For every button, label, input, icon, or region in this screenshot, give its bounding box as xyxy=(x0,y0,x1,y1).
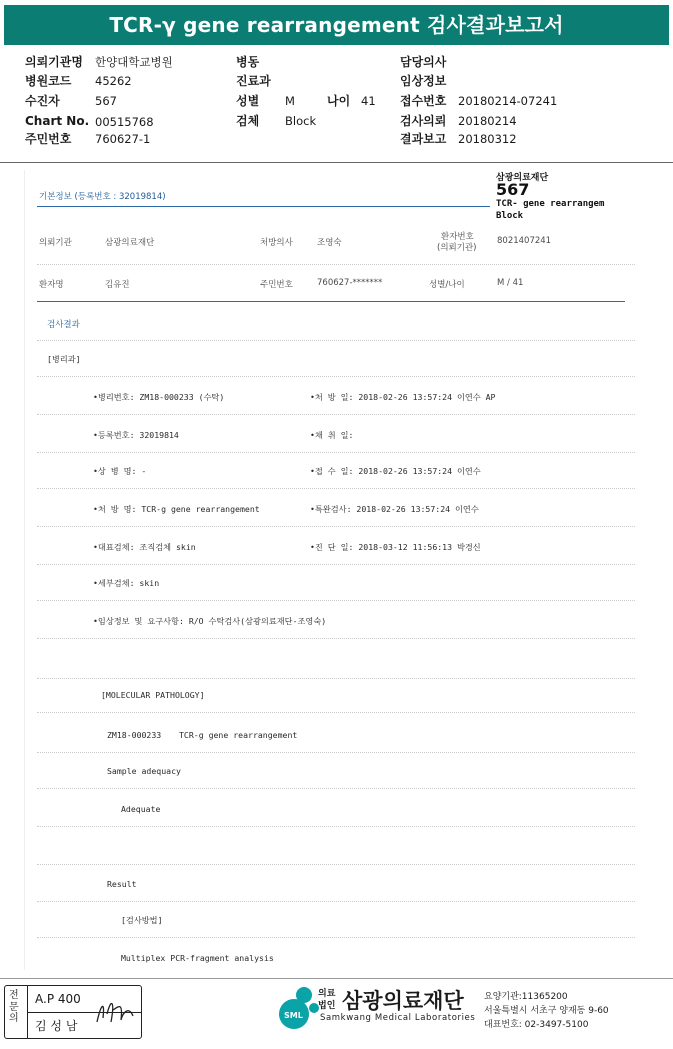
results-heading: 검사결과 xyxy=(47,320,80,330)
clinical-label: 임상정보 xyxy=(400,74,447,88)
method-value: Multiplex PCR-fragment analysis xyxy=(121,953,274,963)
rrn-value: 760627-1 xyxy=(95,132,151,146)
row-divider xyxy=(37,600,635,601)
scan-rrn-value: 760627-******* xyxy=(317,278,383,288)
adequacy-label: Sample adequacy xyxy=(107,766,181,776)
care-number: 요양기관:11365200 xyxy=(484,992,568,1002)
stamp-number: 567 xyxy=(496,180,530,199)
row-divider xyxy=(37,264,635,265)
row-divider xyxy=(37,712,635,713)
specimen-label: 검체 xyxy=(236,114,260,128)
specimen-value: Block xyxy=(285,114,317,128)
collection-date: •채 취 일: xyxy=(310,430,354,440)
report-label: 결과보고 xyxy=(400,132,447,146)
org-phone: 대표번호: 02-3497-5100 xyxy=(484,1020,589,1030)
logo-abbr: SML xyxy=(284,1011,303,1020)
diagnosis-date: •진 단 일: 2018-03-12 11:56:13 박경신 xyxy=(310,542,481,552)
path-number: •병리번호: ZM18-000233 (수탁) xyxy=(93,392,225,402)
basic-info-underline xyxy=(37,206,497,207)
footer-divider xyxy=(0,978,673,979)
row-divider xyxy=(37,901,635,902)
row-divider xyxy=(37,937,635,938)
pathologist-name: 김 성 남 xyxy=(35,1019,78,1033)
req-org-label: 의뢰기관 xyxy=(39,238,72,248)
request-value: 20180214 xyxy=(458,114,517,128)
sex-value: M xyxy=(285,94,295,108)
order-name: •처 방 명: TCR-g gene rearrangement xyxy=(93,504,260,514)
age-label: 나이 xyxy=(327,94,351,108)
row-divider xyxy=(37,826,635,827)
dept-label: 진료과 xyxy=(236,74,271,88)
adequacy-value: Adequate xyxy=(121,804,161,814)
row-divider xyxy=(37,864,635,865)
org-english-name: Samkwang Medical Laboratories xyxy=(320,1013,476,1023)
molecular-heading: [MOLECULAR PATHOLOGY] xyxy=(101,690,205,700)
request-label: 검사의뢰 xyxy=(400,114,447,128)
row-divider xyxy=(37,414,635,415)
sex-label: 성별 xyxy=(236,94,260,108)
molecular-code: ZM18-000233 xyxy=(107,730,162,740)
receiver-label: 수진자 xyxy=(25,94,60,108)
method-label: [검사방법] xyxy=(121,915,163,925)
stamp-line2: Block xyxy=(496,211,524,221)
signature-box xyxy=(4,985,142,1039)
prescribe-date: •처 방 일: 2018-02-26 13:57:24 이연수 AP xyxy=(310,392,496,402)
row-divider xyxy=(37,488,635,489)
row-divider xyxy=(37,526,635,527)
prescriber-label: 처방의사 xyxy=(260,238,293,248)
receiver-value: 567 xyxy=(95,94,117,108)
lab-stamp xyxy=(490,170,630,224)
disease-name: •상 병 명: - xyxy=(93,466,147,476)
result-label: Result xyxy=(107,879,137,889)
ap-number: A.P 400 xyxy=(35,992,81,1006)
org-prefix-1: 의료 xyxy=(318,989,336,999)
org-name: 삼광의료재단 xyxy=(342,989,464,1013)
representative-specimen: •대표검체: 조직검체 skin xyxy=(93,542,196,552)
dept-tag: [병리과] xyxy=(47,354,81,364)
patient-no-sub: (의뢰기관) xyxy=(437,243,477,253)
prescriber-value: 조영숙 xyxy=(317,238,342,248)
age-value: 41 xyxy=(361,94,376,108)
patient-name-value: 김유진 xyxy=(105,280,130,290)
sml-logo-icon xyxy=(270,984,322,1032)
special-test: •특완검사: 2018-02-26 13:57:24 이연수 xyxy=(310,504,479,514)
ward-label: 병동 xyxy=(236,55,260,69)
code-value: 45262 xyxy=(95,74,132,88)
patient-no-label: 환자번호 xyxy=(441,232,474,242)
clinical-info: •임상정보 및 요구사항: R/O 수탁검사(삼광의료재단-조영숙) xyxy=(93,616,327,626)
detail-specimen: •세부검체: skin xyxy=(93,578,160,588)
sexage-value: M / 41 xyxy=(497,278,524,288)
org-prefix-2: 법인 xyxy=(318,1001,336,1011)
specialist-label: 전문의 xyxy=(9,990,19,1024)
rrn-label: 주민번호 xyxy=(25,132,72,146)
registration-number: •등록번호: 32019814 xyxy=(93,430,179,440)
molecular-test: TCR-g gene rearrangement xyxy=(179,730,298,740)
row-divider xyxy=(37,638,635,639)
sexage-label: 성별/나이 xyxy=(429,280,465,290)
code-label: 병원코드 xyxy=(25,74,72,88)
patient-name-label: 환자명 xyxy=(39,280,64,290)
scan-rrn-label: 주민번호 xyxy=(260,280,293,290)
header-divider xyxy=(0,162,673,163)
stamp-line1: TCR- gene rearrangem xyxy=(496,199,605,209)
row-divider xyxy=(37,452,635,453)
report-value: 20180312 xyxy=(458,132,517,146)
chart-value: 00515768 xyxy=(95,115,154,129)
doctor-label: 담당의사 xyxy=(400,55,447,69)
signature-image xyxy=(93,992,139,1032)
org-address: 서울특별시 서초구 양재동 9-60 xyxy=(484,1006,609,1016)
row-divider xyxy=(37,564,635,565)
accession-value: 20180214-07241 xyxy=(458,94,558,108)
patient-no-value: 8021407241 xyxy=(497,236,552,246)
row-divider xyxy=(37,788,635,789)
row-divider xyxy=(37,340,635,341)
row-divider xyxy=(37,376,635,377)
hospital-label: 의뢰기관명 xyxy=(25,55,83,69)
basic-info-heading: 기본정보 (등록번호 : 32019814) xyxy=(39,192,166,202)
req-org-value: 삼광의료재단 xyxy=(105,238,155,248)
scanned-report xyxy=(24,170,661,970)
chart-label: Chart No. xyxy=(25,114,90,128)
row-divider xyxy=(37,752,635,753)
stamp-org: 삼광의료재단 xyxy=(496,173,549,183)
receipt-date: •접 수 일: 2018-02-26 13:57:24 이연수 xyxy=(310,466,481,476)
row-divider xyxy=(37,678,635,679)
patient-info-underline xyxy=(37,301,625,302)
report-title: TCR-γ gene rearrangement 검사결과보고서 xyxy=(4,5,669,45)
accession-label: 접수번호 xyxy=(400,94,447,108)
hospital-value: 한양대학교병원 xyxy=(95,55,173,69)
